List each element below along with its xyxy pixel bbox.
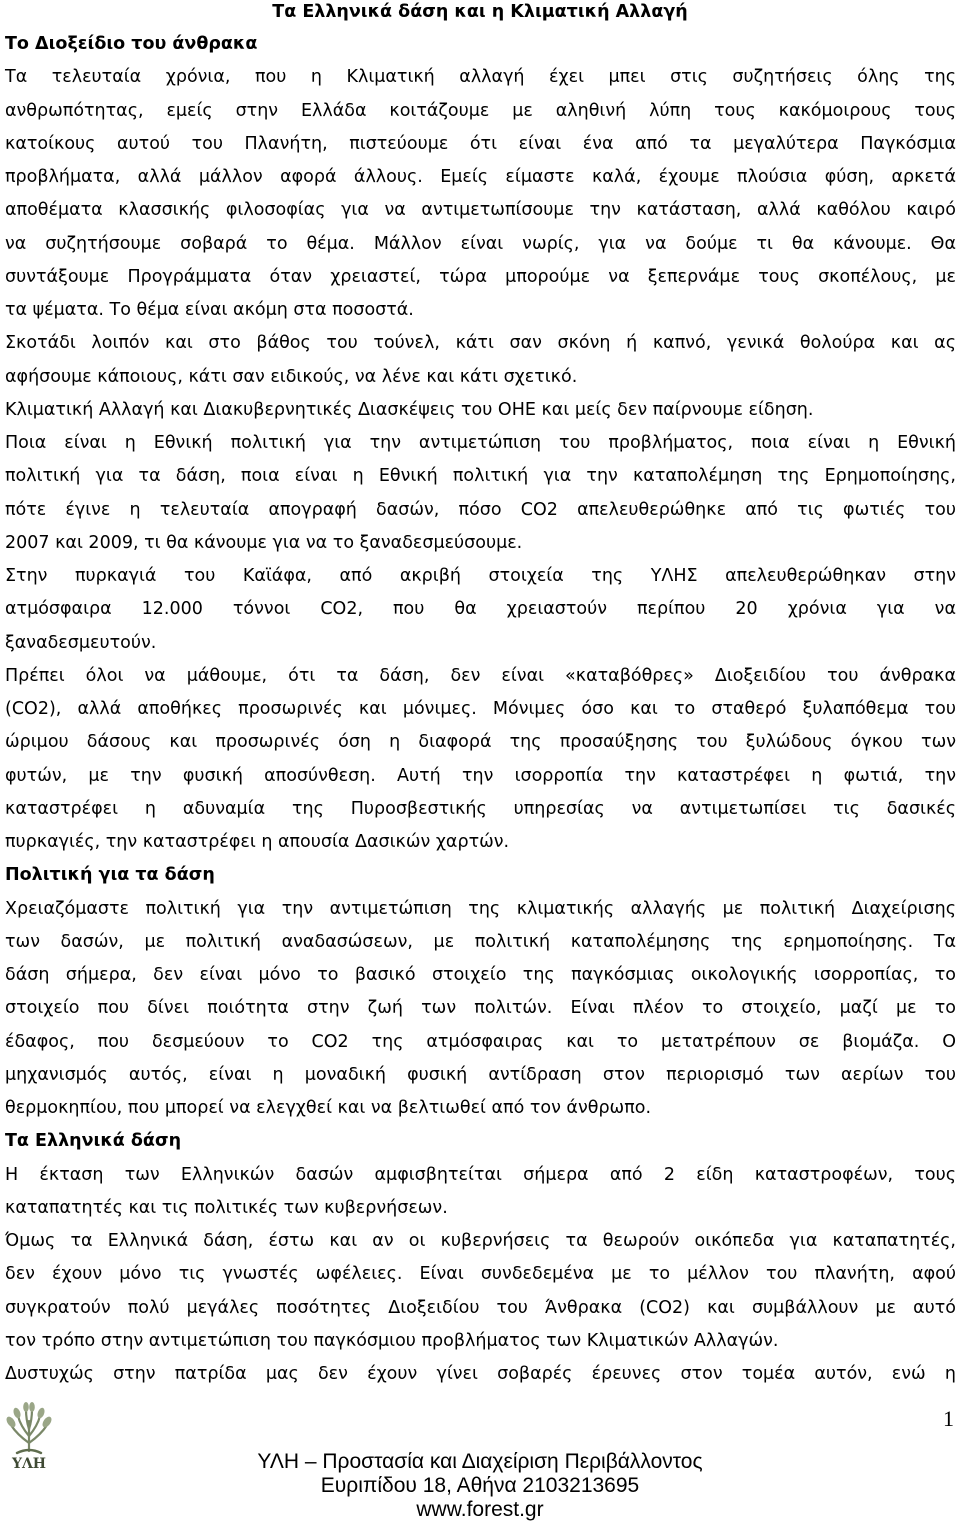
text-line: πυρκαγιές, την καταστρέφει η απουσία Δασικών χαρτών. <box>5 832 510 852</box>
text-line: των δασών, με πολιτική αναδασώσεων, με πολιτική καταπολέμησης της ερημοποίησης. Τα <box>5 931 956 952</box>
text-line: πολιτική για τα δάση, ποια είναι η Εθνική πολιτική για την καταπολέμηση της Ερημοποίησης, <box>5 466 956 487</box>
text-line: Ποια είναι η Εθνική πολιτική για την αντιμετώπιση του προβλήματος, ποια είναι η Εθνική <box>5 433 956 453</box>
text-line: Η έκταση των Ελληνικών δασών αμφισβητείται σήμερα από 2 είδη καταστροφέων, τους <box>5 1164 956 1185</box>
text-line: συντάξουμε Προγράμματα όταν χρειαστεί, τώρα μπορούμε να ξεπερνάμε τους σκοπέλους, με <box>5 266 956 287</box>
footer-address: Ευριπίδου 18, Αθήνα 2103213695 <box>320 1474 640 1497</box>
text-line: Στην πυρκαγιά του Καϊάφα, από ακριβή στοιχεία της ΥΛΗΣ απελευθερώθηκαν στην <box>5 566 956 586</box>
paragraph <box>5 427 956 560</box>
document-body <box>0 28 960 1391</box>
text-line: καταπατητές και τις πολιτικές των κυβερνήσεων. <box>5 1197 448 1218</box>
paragraph <box>5 1159 956 1226</box>
paragraph <box>5 327 956 394</box>
paragraph <box>5 1225 956 1358</box>
text-line: κατοίκους αυτού του Πλανήτη, πιστεύουμε ότι είναι ένα από τα μεγαλύτερα Παγκόσμια <box>5 133 956 154</box>
page-number: 1 <box>943 1406 954 1431</box>
text-line: έδαφος, που δεσμεύουν το CO2 της ατμόσφαιρας και το μετατρέπουν σε βιομάζα. Ο <box>5 1031 956 1052</box>
logo-text: ΥΛΗ <box>11 1456 47 1471</box>
text-line: θερμοκηπίου, που μπορεί να ελεγχθεί και να βελτιωθεί από τον άνθρωπο. <box>5 1098 652 1118</box>
text-line: ατμόσφαιρα 12.000 τόννοι CO2, που θα χρειαστούν περίπου 20 χρόνια για να <box>5 599 956 620</box>
text-line: μηχανισμός αυτός, είναι η μοναδική φυσική αντίδραση στον περιορισμό των αερίων του <box>5 1064 956 1085</box>
text-line: τα ψέματα. Το θέμα είναι ακόμη στα ποσοστά. <box>5 300 414 320</box>
text-line: καταστρέφει η αδυναμία της Πυροσβεστικής υπηρεσίας να αντιμετωπίσει τις δασικές <box>5 798 956 819</box>
text-line: στοιχείο που δίνει ποιότητα στην ζωή των πολιτών. Είναι πλέον το στοιχείο, μαζί με το <box>5 998 956 1019</box>
paragraph <box>5 560 956 660</box>
section-heading: Το Διοξείδιο του άνθρακα <box>5 34 258 54</box>
text-line: αφήσουμε κάποιους, κάτι σαν ειδικούς, να λένε και κάτι σχετικό. <box>5 366 578 387</box>
text-line: ξαναδεσμευτούν. <box>5 632 157 653</box>
footer-organization: ΥΛΗ – Προστασία και Διαχείριση Περιβάλλοντος <box>257 1450 703 1473</box>
paragraph <box>5 61 956 327</box>
paragraph <box>5 394 956 427</box>
text-line: συγκρατούν πολύ μεγάλες ποσότητες Διοξειδίου του Άνθρακα (CO2) και συμβάλλουν με αυτό <box>5 1297 956 1318</box>
text-line: Τα τελευταία χρόνια, που η Κλιματική αλλαγή έχει μπει στις συζητήσεις όλης της <box>5 67 956 88</box>
text-line: πότε έγινε η τελευταία απογραφή δασών, πόσο CO2 απελευθερώθηκε από τις φωτιές του <box>5 499 956 520</box>
section-heading: Τα Ελληνικά δάση <box>5 1131 182 1152</box>
text-line: φυτών, με την φυσική αποσύνθεση. Αυτή την ισορροπία την καταστρέφει η φωτιά, την <box>5 765 956 786</box>
text-line: Κλιματική Αλλαγή και Διακυβερνητικές Διασκέψεις του ΟΗΕ και μείς δεν παίρνουμε είδηση. <box>5 399 814 420</box>
text-line: Όμως τα Ελληνικά δάση, έστω και αν οι κυβερνήσεις τα θεωρούν οικόπεδα για καταπατητές, <box>5 1231 956 1251</box>
text-line: δάση σήμερα, δεν είναι μόνο το βασικό στοιχείο της παγκόσμιας οικολογικής ισορροπίας, το <box>5 965 956 985</box>
section-heading: Πολιτική για τα δάση <box>5 865 215 886</box>
text-line: ανθρωπότητας, εμείς στην Ελλάδα κοιτάζουμε με αληθινή λύπη τους κακόμοιρους τους <box>5 100 956 121</box>
paragraph <box>5 660 956 860</box>
text-line: Σκοτάδι λοιπόν και στο βάθος του τούνελ, κάτι σαν σκόνη ή καπνό, γενικά θολούρα και ας <box>5 333 956 354</box>
footer-website: www.forest.gr <box>416 1498 544 1521</box>
text-line: αποθέματα κλασσικής φιλοσοφίας για να αντιμετωπίσουμε την κατάσταση, αλλά καθόλου καιρό <box>5 200 956 221</box>
text-line: ώριμου δάσους και προσωρινές όση η διαφορά της προσαύξησης του ξυλώδους όγκου των <box>5 732 956 753</box>
paragraph <box>5 1358 956 1391</box>
text-line: (CO2), αλλά αποθήκες προσωρινές και μόνιμες. Μόνιμες όσο και το σταθερό ξυλαπόθεμα του <box>5 699 956 719</box>
text-line: Πρέπει όλοι να μάθουμε, ότι τα δάση, δεν είναι «καταβόθρες» Διοξειδίου του άνθρακα <box>5 665 956 686</box>
document-title: Τα Ελληνικά δάση και η Κλιματική Αλλαγή <box>272 2 688 22</box>
text-line: τον τρόπο στην αντιμετώπιση του παγκόσμιου προβλήματος των Κλιματικών Αλλαγών. <box>5 1330 779 1351</box>
text-line: προβλήματα, αλλά μάλλον αφορά άλλους. Εμείς είμαστε καλά, έχουμε πλούσια φύση, αρκετά <box>5 167 956 187</box>
text-line: δεν έχουν μόνο τις γνωστές ωφέλειες. Είναι συνδεδεμένα με το μέλλον του πλανήτη, αφού <box>5 1264 956 1285</box>
footer <box>0 1450 960 1522</box>
text-line: 2007 και 2009, τι θα κάνουμε για να το ξαναδεσμεύσουμε. <box>5 532 523 553</box>
text-line: Χρειαζόμαστε πολιτική για την αντιμετώπιση της κλιματικής αλλαγής με πολιτική Διαχείρισης <box>5 898 956 919</box>
paragraph <box>5 893 956 1126</box>
text-line: να συζητήσουμε σοβαρά το θέμα. Μάλλον είναι νωρίς, για να δούμε τι θα κάνουμε. Θα <box>5 233 956 254</box>
text-line: Δυστυχώς στην πατρίδα μας δεν έχουν γίνει σοβαρές έρευνες στον τομέα αυτόν, ενώ η <box>5 1364 956 1384</box>
